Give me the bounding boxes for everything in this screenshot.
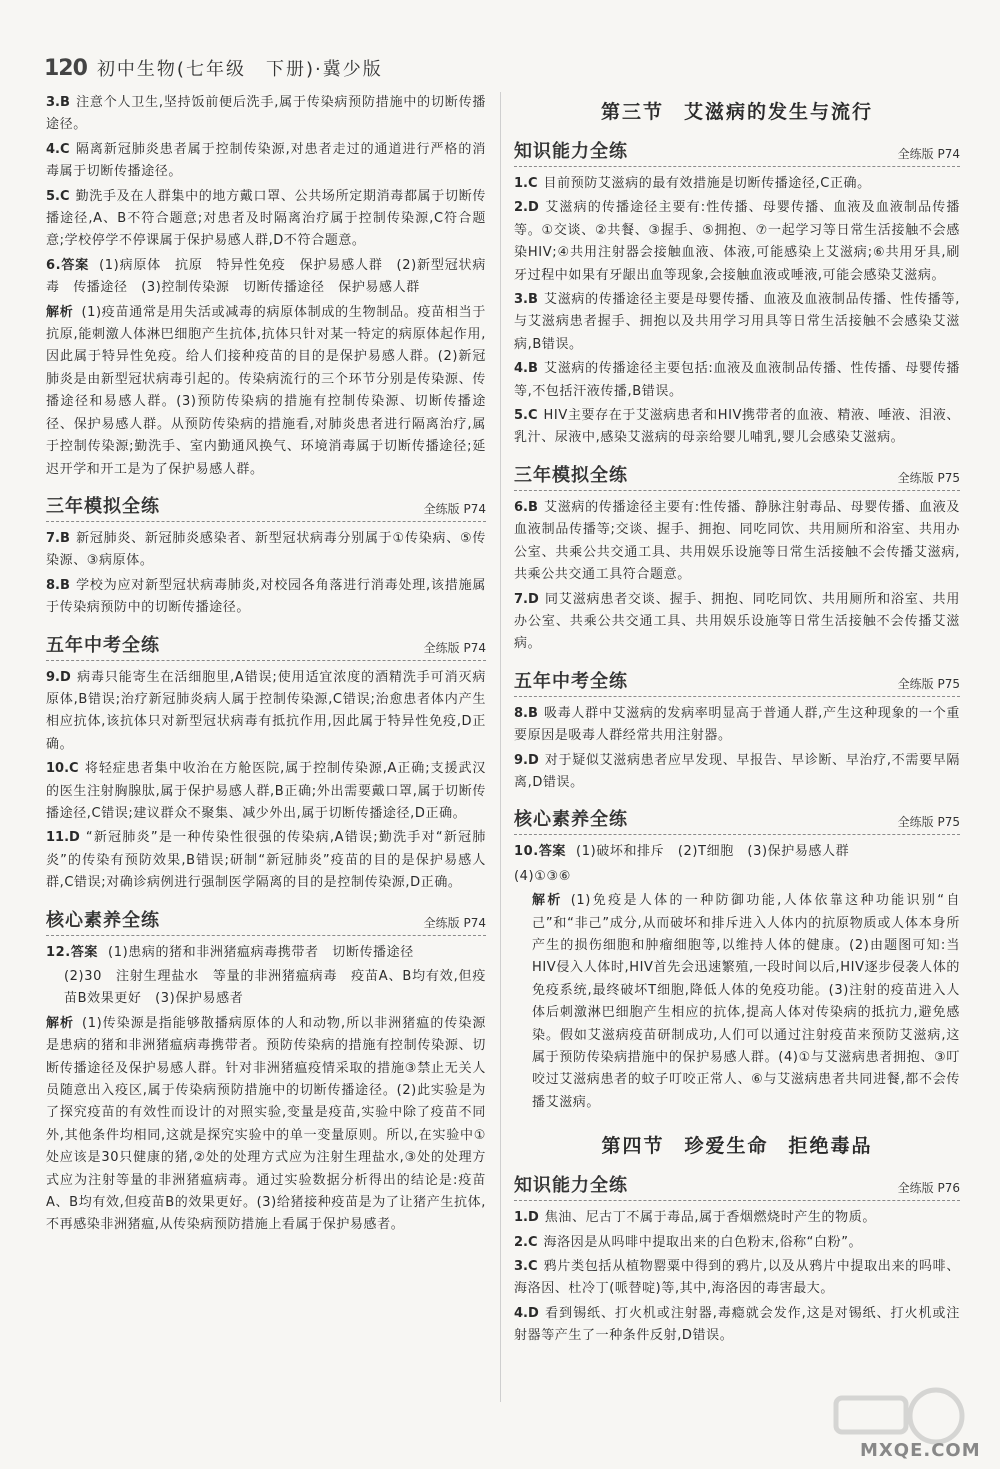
answer-item: 9.D 病毒只能寄生在活细胞里,A错误;使用适宜浓度的酒精洗手可消灭病原体,B错误;治疗新冠肺炎病人属于控制传染源,C错误;治愈患者体内产生相应抗体,该抗体只对新型冠状病毒有抵抗作用,因此属于特异性免疫,D正确。 xyxy=(46,669,486,752)
section-header-wunian: 五年中考全练 全练版 P75 xyxy=(514,666,960,697)
answer-item: 7.B 新冠肺炎、新冠肺炎感染者、新型冠状病毒分别属于①传染病、⑤传染源、③病原体。 xyxy=(46,530,486,569)
section-header-sannian: 三年模拟全练 全练版 P74 xyxy=(46,491,486,522)
answer-item: 7.D 同艾滋病患者交谈、握手、拥抱、同吃同饮、共用厕所和浴室、共用办公室、共乘公共交通工具、共用娱乐设施等日常生活接触不会传播艾滋病。 xyxy=(514,591,960,652)
section-header-zhishi: 知识能力全练 全练版 P74 xyxy=(514,136,960,167)
page-header xyxy=(44,50,504,86)
answer-item: 10.C 将轻症患者集中收治在方舱医院,属于控制传染源,A正确;支援武汉的医生注射胸腺肽,属于保护易感人群,B正确;外出需要戴口罩,属于切断传播途径,C错误;建议群众不聚集、减少外出,属于切断传播途径,D正确。 xyxy=(46,761,486,821)
answer-item: 3.B 注意个人卫生,坚持饭前便后洗手,属于传染病预防措施中的切断传播途径。 xyxy=(46,95,486,133)
right-column xyxy=(514,92,960,1350)
section-header-wunian: 五年中考全练 全练版 P74 xyxy=(46,630,486,661)
answer-continuation: (4)①③⑥ xyxy=(514,868,571,884)
chapter-title-4: 第四节 珍爱生命 拒绝毒品 xyxy=(601,1135,873,1158)
answer-item: 3.C 鸦片类包括从植物罂粟中得到的鸦片,以及从鸦片中提取出来的吗啡、海洛因、杜冷丁(哌替啶)等,其中,海洛因的毒害最大。 xyxy=(514,1259,960,1297)
page-number: 120 xyxy=(44,55,87,81)
answer-item: 8.B 吸毒人群中艾滋病的发病率明显高于普通人群,产生这种现象的一个重要原因是吸毒人群经常共用注射器。 xyxy=(514,705,960,744)
answer-item-q10: 10.答案 (1)破坏和排斥 (2)T细胞 (3)保护易感人群 xyxy=(514,844,850,860)
answer-item: 8.B 学校为应对新型冠状病毒肺炎,对校园各角落进行消毒处理,该措施属于传染病预防中的切断传播途径。 xyxy=(46,577,486,616)
explanation: 解析 (1)传染源是指能够散播病原体的人和动物,所以非洲猪瘟的传染源是患病的猪和非洲猪瘟病毒携带者。预防传染病的措施有控制传染源、切断传播途径及保护易感人群。针对非洲猪瘟疫情采取的措施③禁止无关人员随意出入疫区,属于传染病预防措施中的切断传播途径。(2)此实验是为了探究疫苗的有效性而设计的对照实验,变量是疫苗,实验中除了疫苗不同外,其他条件均相同,这就是探究实验中的单一变量原则。所以,在实验中①处应该是30只健康的猪,②处的处理方式应为注射生理盐水,③处的处理方式应为注射等量的非洲猪瘟病毒。通过实验数据分析得出的结论是:疫苗A、B均有效,但疫苗B的效果更好。(3)给猪接种疫苗是为了让猪产生抗体,不再感染非洲猪瘟,从传染病预防措施上看属于保护易感者。 xyxy=(46,1015,486,1233)
answer-item: 4.D 看到锡纸、打火机或注射器,毒瘾就会发作,这是对锡纸、打火机或注射器等产生了一种条件反射,D错误。 xyxy=(514,1305,960,1344)
answer-continuation: (2)30 注射生理盐水 等量的非洲猪瘟病毒 疫苗A、B均有效,但疫苗B效果更好 (3)保护易感者 xyxy=(64,969,486,1007)
answer-item: 5.C 勤洗手及在人群集中的地方戴口罩、公共场所定期消毒都属于切断传播途径,A、B不符合题意;对患者及时隔离治疗属于控制传染源,C符合题意;学校停学不停课属于保护易感人群,D不符合题意。 xyxy=(46,188,486,249)
answer-item: 6.B 艾滋病的传播途径主要有:性传播、静脉注射毒品、母婴传播、血液及血液制品传播等;交谈、握手、拥抱、同吃同饮、共用厕所和浴室、共用办公室、共乘公共交通工具、共用娱乐设施等日常生活接触不会传播艾滋病,共乘公共交通工具符合题意。 xyxy=(514,499,960,583)
chapter-title-3: 第三节 艾滋病的发生与流行 xyxy=(600,101,874,123)
answer-item-q12: 12.答案 (1)患病的猪和非洲猪瘟病毒携带者 切断传播途径 xyxy=(46,944,414,960)
section-header-hexin: 核心素养全练 全练版 P75 xyxy=(514,804,960,835)
answer-item: 9.D 对于疑似艾滋病患者应早发现、早报告、早诊断、早治疗,不需要早隔离,D错误。 xyxy=(514,752,960,790)
answer-item: 4.C 隔离新冠肺炎患者属于控制传染源,对患者走过的通道进行严格的消毒属于切断传播途径。 xyxy=(46,141,486,180)
answer-item: 2.D 艾滋病的传播途径主要有:性传播、母婴传播、血液及血液制品传播等。①交谈、②共餐、③握手、⑤拥抱、⑦一起学习等日常生活接触不会感染HIV;④共用注射器会接触血液、体液,可能感染上艾滋病;⑥共用牙具,刷牙过程中如果有牙龈出血等现象,会接触血液或唾液,可能会感染艾滋病。 xyxy=(514,200,960,283)
watermark-text: MXQE.COM xyxy=(860,1440,981,1461)
book-title: 初中生物(七年级 下册)·冀少版 xyxy=(96,59,383,80)
section-header-sannian: 三年模拟全练 全练版 P75 xyxy=(514,460,960,491)
answer-item: 11.D “新冠肺炎”是一种传染性很强的传染病,A错误;勤洗手对“新冠肺炎”的传染有预防效果,B错误;研制“新冠肺炎”疫苗的目的是保护易感人群,C错误;对确诊病例进行强制医学隔离的目的是控制传染源,D正确。 xyxy=(46,830,486,891)
answer-item: 1.C 目前预防艾滋病的最有效措施是切断传播途径,C正确。 xyxy=(514,176,871,191)
answer-item: 2.C 海洛因是从吗啡中提取出来的白色粉末,俗称“白粉”。 xyxy=(514,1234,863,1250)
section-header-zhishi-2: 知识能力全练 全练版 P76 xyxy=(514,1170,960,1201)
answer-item: 5.C HIV主要存在于艾滋病患者和HIV携带者的血液、精液、唾液、泪液、乳汁、尿液中,感染艾滋病的母亲给婴儿哺乳,婴儿会感染艾滋病。 xyxy=(514,408,960,446)
answer-item-q6: 6.答案 (1)病原体 抗原 特异性免疫 保护易感人群 (2)新型冠状病毒 传播途径 (3)控制传染源 切断传播途径 保护易感人群 xyxy=(46,257,486,296)
answer-item: 3.B 艾滋病的传播途径主要是母婴传播、血液及血液制品传播、性传播等,与艾滋病患者握手、拥抱以及共用学习用具等日常生活接触不会感染艾滋病,B错误。 xyxy=(514,292,960,352)
explanation: 解析 (1)疫苗通常是用失活或减毒的病原体制成的生物制品。疫苗相当于抗原,能刺激人体淋巴细胞产生抗体,抗体只针对某一特定的病原体起作用,因此属于特异性免疫。给人们接种疫苗的目的是保护易感人群。(2)新冠肺炎是由新型冠状病毒引起的。传染病流行的三个环节分别是传染源、传播途径和易感人群。(3)预防传染病的措施有控制传染源、切断传播途径、保护易感人群。从预防传染病的措施看,对肺炎患者进行隔离治疗,属于控制传染源;勤洗手、室内勤通风换气、环境消毒属于切断传播途径;延迟开学和开工是为了保护易感人群。 xyxy=(46,304,486,477)
answer-item: 4.B 艾滋病的传播途径主要包括:血液及血液制品传播、性传播、母婴传播等,不包括汗液传播,B错误。 xyxy=(514,361,960,399)
column-divider xyxy=(500,92,501,1402)
section-header-hexin: 核心素养全练 全练版 P74 xyxy=(46,905,486,936)
answer-item: 1.D 焦油、尼古丁不属于毒品,属于香烟燃烧时产生的物质。 xyxy=(514,1210,876,1226)
explanation: 解析 (1)免疫是人体的一种防御功能,人体依靠这种功能识别“自己”和“非己”成分,从而破坏和排斥进入人体内的抗原物质或人体本身所产生的损伤细胞和肿瘤细胞等,以维持人体的健康。(2)由题图可知:当HIV侵入人体时,HIV首先会迅速繁殖,一段时间以后,HIV逐步侵袭人体的免疫系统,最终破坏T细胞,降低人体的免疫功能。(3)注射的疫苗进入人体后刺激淋巴细胞产生相应的抗体,提高人体对传染病的抵抗力,避免感染。假如艾滋病疫苗研制成功,人们可以通过注射疫苗来预防艾滋病,这属于预防传染病措施中的保护易感人群。(4)①与艾滋病患者拥抱、③叮咬过艾滋病患者的蚊子叮咬正常人、⑥与艾滋病患者共同进餐,都不会传播艾滋病。 xyxy=(532,893,960,1110)
left-column xyxy=(46,92,486,1239)
